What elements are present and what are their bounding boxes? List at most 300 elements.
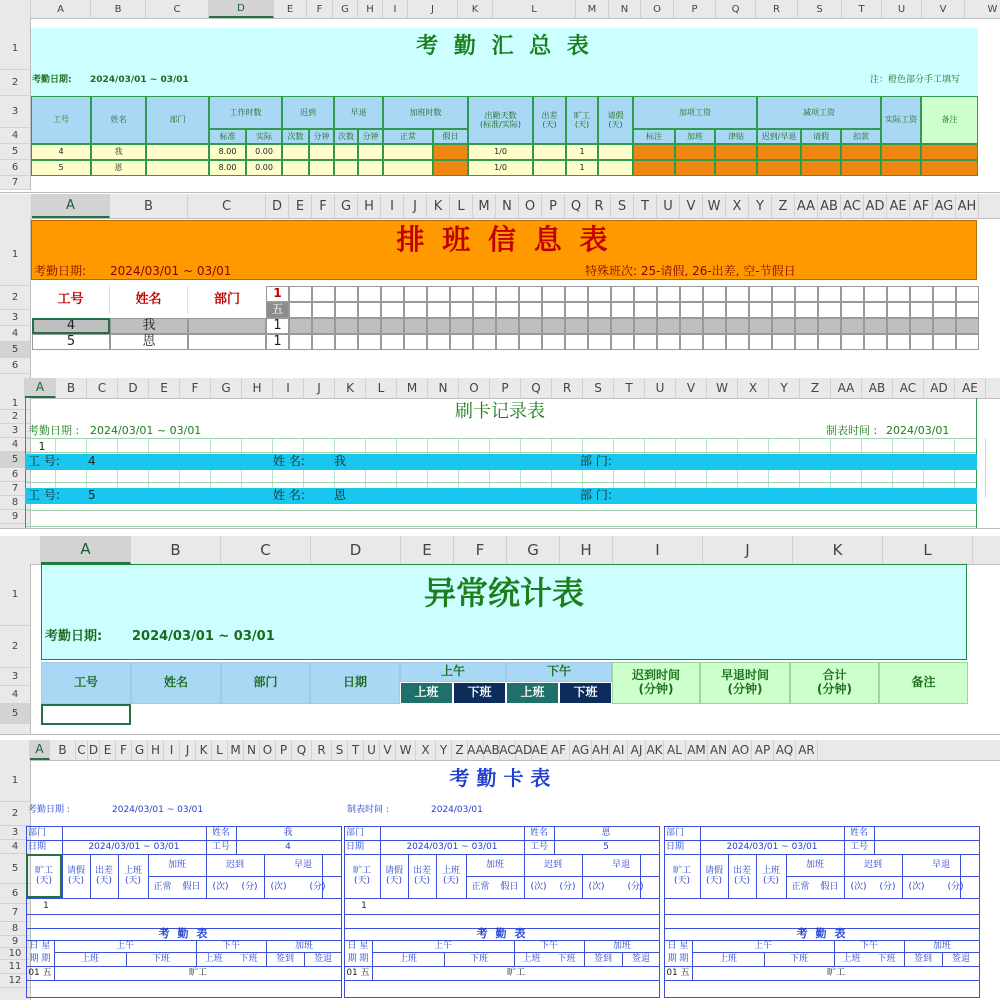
column-header[interactable]: I	[383, 0, 408, 18]
column-header[interactable]: AE	[955, 378, 986, 398]
column-header[interactable]: AI	[610, 740, 628, 760]
column-header[interactable]: N	[496, 194, 519, 218]
column-header[interactable]: Y	[749, 194, 772, 218]
date-label: 日期	[28, 841, 47, 852]
dept-label: 部门	[666, 827, 685, 838]
column-header[interactable]: U	[657, 194, 680, 218]
row-header[interactable]: 6	[0, 358, 30, 374]
column-header[interactable]: D	[266, 194, 289, 218]
data-cell	[282, 160, 309, 176]
row-header[interactable]: 1	[0, 28, 30, 70]
header-cell: 姓名	[131, 662, 221, 704]
row-header[interactable]: 2	[0, 626, 30, 668]
column-header[interactable]: F	[312, 194, 335, 218]
row-header[interactable]: 7	[0, 482, 30, 496]
column-header[interactable]: AG	[933, 194, 956, 218]
column-header[interactable]: K	[427, 194, 450, 218]
column-header[interactable]: AP	[752, 740, 774, 760]
column-header[interactable]: AL	[664, 740, 686, 760]
column-header[interactable]: A	[32, 194, 110, 218]
corner-cell[interactable]	[0, 0, 31, 18]
column-header[interactable]: V	[676, 378, 707, 398]
column-header[interactable]: F	[116, 740, 132, 760]
day-cell	[749, 302, 772, 318]
column-header[interactable]: O	[459, 378, 490, 398]
column-header-bar[interactable]	[0, 536, 1000, 565]
row-header[interactable]: 2	[0, 70, 30, 96]
column-header[interactable]: I	[613, 536, 703, 564]
day-row: 01 五	[28, 967, 52, 978]
day-header2: 期 期	[347, 954, 369, 965]
data-cell	[433, 144, 468, 160]
data-cell	[841, 144, 881, 160]
column-header[interactable]: C	[188, 194, 266, 218]
column-header[interactable]: AD	[516, 740, 532, 760]
column-header[interactable]: C	[146, 0, 209, 18]
ot-header: 加班	[805, 859, 824, 870]
column-header[interactable]: N	[244, 740, 260, 760]
std-hours: 8.00	[218, 147, 237, 157]
column-header[interactable]: L	[212, 740, 228, 760]
column-header[interactable]: I	[381, 194, 404, 218]
selected-cell[interactable]	[32, 318, 110, 334]
selected-cell-a5[interactable]	[41, 704, 131, 725]
day-cell	[841, 286, 864, 302]
column-header[interactable]: U	[645, 378, 676, 398]
day-status: 旷工	[188, 967, 207, 978]
row-header[interactable]: 8	[0, 922, 30, 936]
day-header: 日 星	[347, 941, 369, 952]
absent-value	[674, 900, 694, 912]
day-cell	[427, 302, 450, 318]
column-header[interactable]: T	[348, 740, 364, 760]
data-cell	[334, 144, 358, 160]
column-header[interactable]: B	[131, 536, 221, 564]
data-cell	[715, 144, 757, 160]
date-label: 考勤日期 :	[28, 424, 80, 438]
column-header[interactable]: B	[110, 194, 188, 218]
column-header[interactable]: G	[335, 194, 358, 218]
column-header[interactable]: AC	[841, 194, 864, 218]
data-cell	[801, 160, 841, 176]
header-group: 减项工资	[757, 96, 881, 129]
column-header[interactable]: N	[428, 378, 459, 398]
column-header[interactable]: F	[180, 378, 211, 398]
row-header[interactable]: 4	[0, 686, 30, 704]
column-header[interactable]: V	[922, 0, 965, 18]
column-header[interactable]: M	[473, 194, 496, 218]
column-header[interactable]: A	[30, 740, 50, 760]
row-header[interactable]: 10	[0, 948, 30, 960]
row-header-bar[interactable]	[0, 218, 31, 380]
header-cell: 备注	[879, 662, 968, 704]
column-header[interactable]: AF	[910, 194, 933, 218]
column-header[interactable]: M	[576, 0, 609, 18]
grid-cell	[726, 318, 749, 334]
row-header[interactable]: 3	[0, 826, 30, 840]
column-header[interactable]: V	[680, 194, 703, 218]
column-header[interactable]: H	[148, 740, 164, 760]
column-header[interactable]: Y	[436, 740, 452, 760]
row-header[interactable]: 9	[0, 510, 30, 524]
column-header[interactable]: D	[118, 378, 149, 398]
count-header: (次)	[212, 881, 229, 892]
day-cell	[312, 302, 335, 318]
column-header[interactable]: AE	[887, 194, 910, 218]
employee-id: 5	[58, 163, 64, 173]
day-cell	[956, 302, 979, 318]
row-header[interactable]: 3	[0, 424, 30, 438]
column-header[interactable]: F	[307, 0, 333, 18]
id-label: 工号	[849, 841, 868, 852]
column-header[interactable]: U	[364, 740, 380, 760]
column-header[interactable]: Q	[521, 378, 552, 398]
column-header[interactable]: AM	[686, 740, 708, 760]
header-sub: 扣款	[841, 129, 881, 144]
column-header[interactable]: S	[611, 194, 634, 218]
employee-id: 5	[603, 841, 609, 852]
column-header[interactable]: S	[798, 0, 842, 18]
row-header[interactable]: 5	[0, 144, 30, 160]
minute-header: (分)	[309, 881, 326, 892]
row-header[interactable]: 6	[0, 884, 30, 904]
column-header[interactable]: AB	[484, 740, 500, 760]
column-header[interactable]: AA	[468, 740, 484, 760]
corner-cell[interactable]	[0, 536, 41, 564]
name-label: 姓名	[849, 827, 868, 838]
column-header[interactable]: M	[397, 378, 428, 398]
corner-cell[interactable]	[0, 378, 25, 398]
column-header[interactable]: N	[609, 0, 641, 18]
day-cell	[841, 302, 864, 318]
column-header[interactable]: X	[416, 740, 436, 760]
signout-header: 签退	[631, 953, 650, 964]
column-header[interactable]: Z	[772, 194, 795, 218]
column-header[interactable]: AK	[646, 740, 664, 760]
column-header[interactable]: L	[450, 194, 473, 218]
out-header: 下班	[469, 953, 488, 964]
column-header-bar[interactable]	[0, 378, 1000, 399]
row-header[interactable]: 5	[0, 342, 30, 358]
column-header[interactable]: H	[358, 194, 381, 218]
employee-id: 4	[58, 147, 64, 157]
day-cell	[749, 286, 772, 302]
column-header[interactable]: E	[100, 740, 116, 760]
column-header[interactable]: AE	[532, 740, 548, 760]
corner-cell[interactable]	[0, 194, 32, 218]
day-cell	[657, 302, 680, 318]
column-header[interactable]: G	[132, 740, 148, 760]
column-header[interactable]: L	[493, 0, 576, 18]
grid-cell	[611, 334, 634, 350]
column-header[interactable]: P	[542, 194, 565, 218]
row-header[interactable]: 5	[0, 704, 30, 724]
column-header[interactable]: L	[366, 378, 397, 398]
data-cell	[358, 144, 383, 160]
column-header[interactable]: K	[793, 536, 883, 564]
person-band	[25, 488, 977, 504]
header-cell: 姓名	[110, 286, 188, 314]
id-label: 工号	[211, 841, 230, 852]
row-header[interactable]: 4	[0, 840, 30, 854]
column-header[interactable]: AO	[730, 740, 752, 760]
column-header[interactable]: W	[965, 0, 1000, 18]
day-number: 1	[266, 286, 289, 302]
column-header[interactable]: R	[312, 740, 332, 760]
column-header[interactable]: AN	[708, 740, 730, 760]
column-header[interactable]: D	[311, 536, 401, 564]
day-cell	[611, 286, 634, 302]
day-cell	[381, 302, 404, 318]
trip-header: 出差 (天)	[94, 865, 113, 886]
column-header[interactable]: AB	[818, 194, 841, 218]
day-cell	[933, 286, 956, 302]
header-cell: 日期	[310, 662, 400, 704]
signin-header: 签到	[593, 953, 612, 964]
row-header[interactable]: 6	[0, 468, 30, 482]
column-header[interactable]: I	[273, 378, 304, 398]
column-header[interactable]: AA	[831, 378, 862, 398]
column-header[interactable]: O	[519, 194, 542, 218]
column-header[interactable]: U	[882, 0, 922, 18]
id-label: 工 号:	[28, 488, 60, 503]
column-header-bar[interactable]	[0, 194, 1000, 219]
column-header[interactable]: AD	[864, 194, 887, 218]
column-header[interactable]: B	[50, 740, 76, 760]
day-cell	[588, 286, 611, 302]
date-label: 考勤日期:	[34, 264, 87, 279]
column-header[interactable]: F	[454, 536, 507, 564]
grid-cell	[312, 334, 335, 350]
row-header[interactable]: 5	[0, 452, 30, 468]
column-header[interactable]: J	[703, 536, 793, 564]
column-header[interactable]: M	[228, 740, 244, 760]
column-header[interactable]: B	[56, 378, 87, 398]
employee-name: 恩	[601, 827, 611, 838]
row-header[interactable]: 2	[0, 802, 30, 826]
row-header[interactable]: 4	[0, 128, 30, 144]
column-header[interactable]: AB	[862, 378, 893, 398]
out-header: 下班	[877, 953, 896, 964]
column-header[interactable]: AH	[592, 740, 610, 760]
leave-header: 请假 (天)	[66, 865, 85, 886]
column-header[interactable]: W	[396, 740, 416, 760]
column-header-bar[interactable]	[0, 0, 1000, 19]
column-header[interactable]: B	[91, 0, 146, 18]
header-group: 上午	[400, 662, 506, 682]
column-header[interactable]: Z	[800, 378, 831, 398]
row-header[interactable]: 1	[0, 224, 30, 286]
column-header[interactable]: C	[87, 378, 118, 398]
shift-value: 1	[266, 318, 289, 334]
column-header[interactable]: C	[221, 536, 311, 564]
column-header[interactable]: W	[707, 378, 738, 398]
column-header[interactable]: J	[404, 194, 427, 218]
day-cell	[910, 302, 933, 318]
row-header[interactable]: 7	[0, 904, 30, 922]
column-header[interactable]: P	[276, 740, 292, 760]
column-header[interactable]: K	[335, 378, 366, 398]
date-value: 2024/03/01 ~ 03/01	[132, 628, 275, 644]
column-header[interactable]: X	[738, 378, 769, 398]
header-sub: 标注	[633, 129, 675, 144]
minute-header: (分)	[241, 881, 258, 892]
column-header[interactable]: R	[552, 378, 583, 398]
grid-cell	[703, 334, 726, 350]
row-header[interactable]: 3	[0, 96, 30, 128]
column-header[interactable]: E	[289, 194, 312, 218]
holiday-header: 假日	[500, 881, 519, 892]
column-header[interactable]: J	[408, 0, 458, 18]
column-header[interactable]: S	[583, 378, 614, 398]
column-header[interactable]: R	[588, 194, 611, 218]
row-header-bar[interactable]	[0, 18, 31, 190]
absent-days: 1	[579, 147, 585, 157]
header-sub: 上班	[506, 682, 559, 704]
column-header[interactable]: G	[333, 0, 358, 18]
column-header-bar[interactable]	[0, 740, 1000, 761]
row-header[interactable]: 2	[0, 286, 30, 310]
header-cell: 姓名	[91, 96, 146, 144]
column-header[interactable]: S	[332, 740, 348, 760]
row-header[interactable]: 1	[0, 564, 30, 626]
row-header[interactable]: 7	[0, 176, 30, 190]
column-header[interactable]: AH	[956, 194, 979, 218]
signout-header: 签退	[313, 953, 332, 964]
row-header[interactable]: 9	[0, 936, 30, 948]
column-header[interactable]: Q	[716, 0, 756, 18]
column-header[interactable]: AG	[570, 740, 592, 760]
data-cell	[282, 144, 309, 160]
column-header[interactable]: J	[304, 378, 335, 398]
grid-cell	[381, 334, 404, 350]
date-label: 日期	[666, 841, 685, 852]
grid-cell	[565, 318, 588, 334]
row-header[interactable]: 1	[0, 760, 30, 802]
column-header[interactable]: D	[88, 740, 100, 760]
column-header[interactable]: AF	[548, 740, 570, 760]
row-header[interactable]: 8	[0, 496, 30, 510]
actual-hours: 0.00	[255, 163, 273, 173]
column-header[interactable]: T	[634, 194, 657, 218]
column-header[interactable]: AC	[893, 378, 924, 398]
column-header[interactable]: K	[458, 0, 493, 18]
data-cell	[757, 160, 801, 176]
minute-header: (分)	[559, 881, 576, 892]
grid-cell	[887, 318, 910, 334]
sheet-title: 异常统计表	[423, 573, 584, 612]
day-cell	[542, 286, 565, 302]
day-cell	[611, 302, 634, 318]
row-header-bar[interactable]	[0, 564, 31, 734]
employee-name: 我	[142, 317, 156, 333]
panel-attendance-card	[0, 740, 1000, 1000]
column-header[interactable]: Y	[769, 378, 800, 398]
employee-name	[874, 826, 978, 840]
column-header[interactable]: A	[25, 378, 56, 398]
column-header[interactable]: O	[641, 0, 674, 18]
row-header[interactable]: 12	[0, 974, 30, 988]
column-header[interactable]: A	[41, 536, 131, 564]
column-header[interactable]: AR	[796, 740, 818, 760]
data-cell	[757, 144, 801, 160]
column-header[interactable]: O	[260, 740, 276, 760]
column-header[interactable]: Q	[565, 194, 588, 218]
count-header: (次)	[588, 881, 605, 892]
card-date: 2024/03/01 ~ 03/01	[726, 841, 818, 852]
column-header[interactable]: AQ	[774, 740, 796, 760]
column-header[interactable]: G	[507, 536, 560, 564]
grid-cell	[772, 318, 795, 334]
column-header[interactable]: W	[703, 194, 726, 218]
column-header[interactable]: T	[842, 0, 882, 18]
header-group: 早退	[334, 96, 383, 129]
column-header[interactable]: Q	[292, 740, 312, 760]
row-header[interactable]: 4	[0, 438, 30, 452]
employee-id: 4	[88, 454, 96, 469]
column-header[interactable]: P	[490, 378, 521, 398]
column-header[interactable]: H	[242, 378, 273, 398]
column-header[interactable]: H	[358, 0, 383, 18]
row-header[interactable]: 5	[0, 854, 30, 884]
column-header[interactable]: R	[756, 0, 798, 18]
column-header[interactable]: C	[76, 740, 88, 760]
employee-id: 4	[285, 841, 291, 852]
date-label: 考勤日期:	[45, 628, 103, 644]
data-cell	[921, 160, 978, 176]
column-header[interactable]: L	[883, 536, 973, 564]
column-header[interactable]: G	[211, 378, 242, 398]
grid-cell	[887, 334, 910, 350]
column-header[interactable]: A	[31, 0, 91, 18]
column-header[interactable]: E	[149, 378, 180, 398]
row-header[interactable]: 3	[0, 668, 30, 686]
column-header[interactable]: Z	[452, 740, 468, 760]
column-header[interactable]: P	[674, 0, 716, 18]
column-header[interactable]: K	[196, 740, 212, 760]
column-header[interactable]: H	[560, 536, 613, 564]
day-cell	[726, 302, 749, 318]
corner-cell[interactable]	[0, 740, 30, 760]
column-header[interactable]: D	[209, 0, 274, 18]
work-header: 上班 (天)	[123, 865, 142, 886]
column-header[interactable]: T	[614, 378, 645, 398]
grid-cell	[634, 318, 657, 334]
out-header: 下班	[557, 953, 576, 964]
name-label: 姓 名:	[273, 454, 305, 469]
column-header[interactable]: AC	[500, 740, 516, 760]
row-header[interactable]: 4	[0, 326, 30, 342]
row-header[interactable]: 3	[0, 310, 30, 326]
column-header[interactable]: AJ	[628, 740, 646, 760]
header-cell: 出差 (天)	[533, 96, 566, 144]
column-header[interactable]: V	[380, 740, 396, 760]
column-header[interactable]: E	[401, 536, 454, 564]
column-header[interactable]: X	[726, 194, 749, 218]
row-header[interactable]: 11	[0, 960, 30, 974]
column-header[interactable]: AD	[924, 378, 955, 398]
column-header[interactable]: J	[180, 740, 196, 760]
row-header[interactable]: 6	[0, 160, 30, 176]
grid-cell	[749, 318, 772, 334]
row-header[interactable]: 1	[0, 398, 30, 410]
am-header: 上午	[753, 940, 772, 951]
column-header[interactable]: E	[274, 0, 307, 18]
column-header[interactable]: I	[164, 740, 180, 760]
row-header[interactable]: 2	[0, 410, 30, 424]
day-status: 旷工	[826, 967, 845, 978]
column-header[interactable]: AA	[795, 194, 818, 218]
